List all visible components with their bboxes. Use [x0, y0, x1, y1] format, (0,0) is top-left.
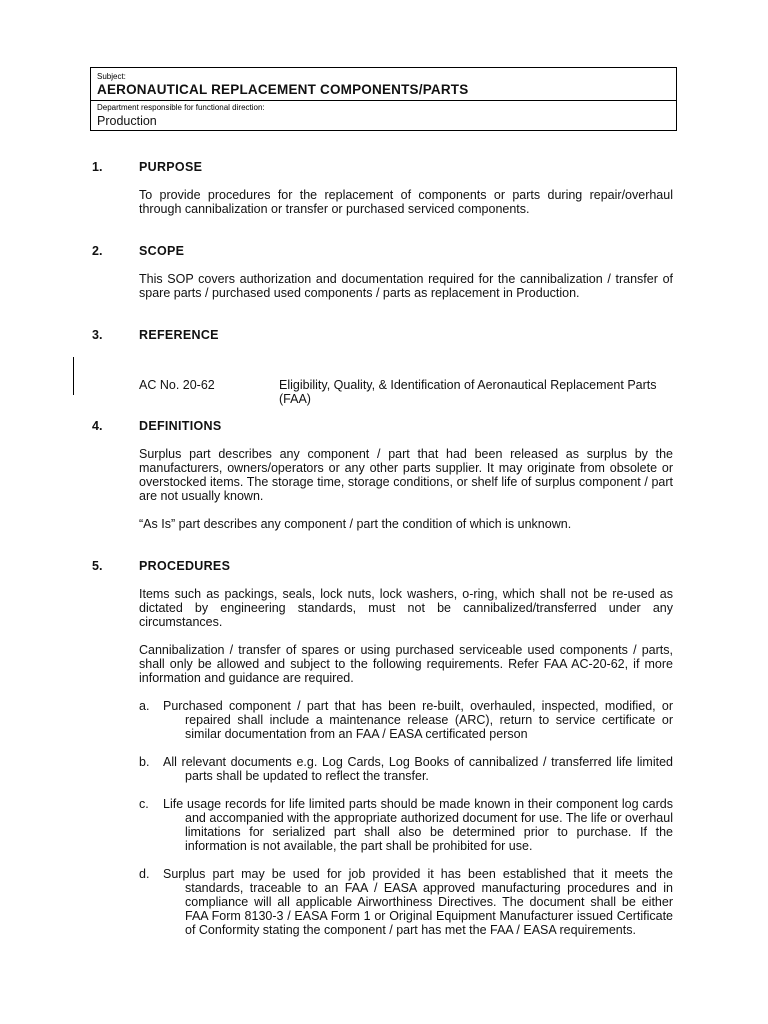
procedures-paragraph-requirements: Cannibalization / transfer of spares or using purchased serviceable used components / parts, shall only be allowed and subject to the following requirements. Refer FAA AC-20-62, if more information and guidance are required. [139, 643, 673, 685]
purpose-paragraph: To provide procedures for the replacement of components or parts during repair/overhaul through cannibalization or transfer or purchased serviced components. [139, 188, 673, 216]
subject-label: Subject: [97, 72, 126, 81]
subject-cell [91, 68, 676, 101]
department-label: Department responsible for functional direction: [97, 103, 265, 112]
department-cell [91, 101, 676, 129]
section-number-reference: 3. [92, 328, 103, 342]
revision-change-bar [73, 357, 74, 395]
reference-description: Eligibility, Quality, & Identification of Aeronautical Replacement Parts (FAA) [279, 378, 657, 406]
item-marker: d. [139, 867, 150, 881]
subject-title: AERONAUTICAL REPLACEMENT COMPONENTS/PARTS [97, 82, 469, 97]
section-title-purpose: PURPOSE [139, 160, 203, 174]
definition-surplus-part: Surplus part describes any component / part that had been released as surplus by the manufacturers, owners/operators or any other parts supplier. It may originate from obsolete or overstocked items. The storage time, storage conditions, or shelf life of surplus component / part are not usually known. [139, 447, 673, 503]
section-number-definitions: 4. [92, 419, 103, 433]
item-text: Surplus part may be used for job provided it has been established that it meets the standards, traceable to an FAA / EASA approved manufacturing procedures and in compliance will all applicable Airworthiness Directives. The document shall be either FAA Form 8130-3 / EASA Form 1 or Original Equipment Manufacturer issued Certificate of Conformity stating the component / part has met the FAA / EASA requirements. [163, 867, 673, 937]
item-marker: c. [139, 797, 149, 811]
item-text: Life usage records for life limited parts should be made known in their component log cards and accompanied with the appropriate authorized document for use. The life or overhaul limitations for serialized part shall also be determined prior to purchase. If the information is not available, the part shall be prohibited for use. [163, 797, 673, 853]
section-title-definitions: DEFINITIONS [139, 419, 222, 433]
procedure-item-c [139, 797, 673, 853]
procedure-item-b [139, 755, 673, 783]
section-number-procedures: 5. [92, 559, 103, 573]
section-number-scope: 2. [92, 244, 103, 258]
procedure-item-d [139, 867, 673, 937]
procedures-paragraph-consumables: Items such as packings, seals, lock nuts, lock washers, o-ring, which shall not be re-used as dictated by engineering standards, must not be cannibalized/transferred under any circumstances. [139, 587, 673, 629]
procedure-item-a [139, 699, 673, 741]
scope-paragraph: This SOP covers authorization and documentation required for the cannibalization / transfer of spare parts / purchased used components / parts as replacement in Production. [139, 272, 673, 300]
document-header-box [90, 67, 677, 131]
section-number-purpose: 1. [92, 160, 103, 174]
item-text: All relevant documents e.g. Log Cards, Log Books of cannibalized / transferred life limited parts shall be updated to reflect the transfer. [163, 755, 673, 783]
department-value: Production [97, 114, 157, 128]
item-text: Purchased component / part that has been re-built, overhauled, inspected, modified, or repaired shall include a maintenance release (ARC), return to service certificate or similar documentation from an FAA / EASA certificated person [163, 699, 673, 741]
section-title-reference: REFERENCE [139, 328, 219, 342]
section-title-scope: SCOPE [139, 244, 185, 258]
item-marker: b. [139, 755, 150, 769]
definition-as-is-part: “As Is” part describes any component / part the condition of which is unknown. [139, 517, 572, 531]
reference-code: AC No. 20-62 [139, 378, 215, 392]
item-marker: a. [139, 699, 150, 713]
section-title-procedures: PROCEDURES [139, 559, 231, 573]
